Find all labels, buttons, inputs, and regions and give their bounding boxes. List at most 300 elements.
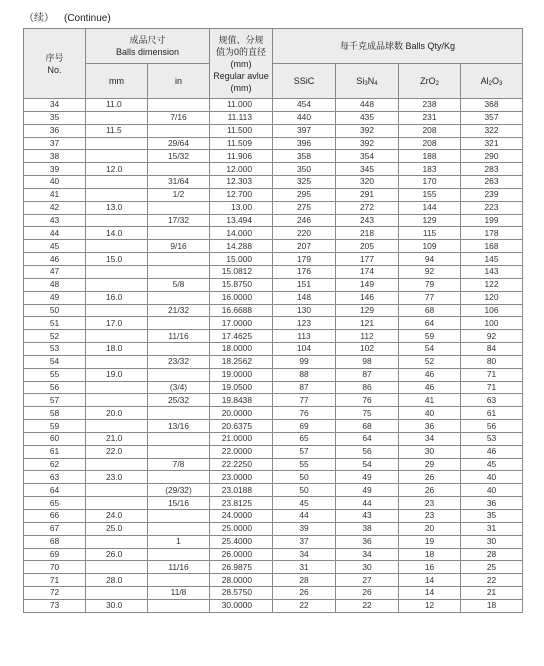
cell-zro2: 109 [399, 240, 461, 253]
cell-in [148, 471, 210, 484]
cell-ssic: 148 [273, 291, 336, 304]
cell-al2o3: 56 [461, 420, 523, 433]
cell-size: 14.288 [210, 240, 273, 253]
cell-no: 65 [24, 497, 86, 510]
cell-ssic: 396 [273, 137, 336, 150]
cell-no: 59 [24, 420, 86, 433]
cell-al2o3: 100 [461, 317, 523, 330]
cell-no: 72 [24, 587, 86, 600]
cell-no: 60 [24, 432, 86, 445]
cell-mm: 26.0 [86, 548, 148, 561]
cell-zro2: 170 [399, 176, 461, 189]
cell-al2o3: 18 [461, 599, 523, 612]
table-row [24, 484, 523, 497]
cell-si3n4: 49 [336, 471, 399, 484]
table-row [24, 368, 523, 381]
table-row [24, 137, 523, 150]
cell-si3n4: 86 [336, 381, 399, 394]
cell-ssic: 397 [273, 124, 336, 137]
cell-si3n4: 38 [336, 522, 399, 535]
cell-si3n4: 22 [336, 599, 399, 612]
cell-in [148, 407, 210, 420]
table-row [24, 240, 523, 253]
cell-no: 53 [24, 343, 86, 356]
cell-ssic: 123 [273, 317, 336, 330]
cell-ssic: 39 [273, 522, 336, 535]
cell-ssic: 28 [273, 574, 336, 587]
cell-zro2: 238 [399, 99, 461, 112]
cell-mm: 19.0 [86, 368, 148, 381]
cell-in: 15/32 [148, 150, 210, 163]
cell-in [148, 445, 210, 458]
cell-in [148, 163, 210, 176]
cell-mm [86, 278, 148, 291]
cell-mm [86, 535, 148, 548]
cell-al2o3: 290 [461, 150, 523, 163]
cell-size: 20.0000 [210, 407, 273, 420]
cell-al2o3: 63 [461, 394, 523, 407]
cell-size: 23.0188 [210, 484, 273, 497]
cell-si3n4: 56 [336, 445, 399, 458]
cell-mm [86, 137, 148, 150]
table-row [24, 420, 523, 433]
cell-size: 26.0000 [210, 548, 273, 561]
cell-no: 56 [24, 381, 86, 394]
cell-no: 64 [24, 484, 86, 497]
cell-no: 43 [24, 214, 86, 227]
cell-si3n4: 149 [336, 278, 399, 291]
cell-ssic: 45 [273, 497, 336, 510]
cell-size: 17.0000 [210, 317, 273, 330]
cell-size: 19.0500 [210, 381, 273, 394]
cell-mm [86, 304, 148, 317]
table-row [24, 214, 523, 227]
cell-al2o3: 168 [461, 240, 523, 253]
cell-al2o3: 239 [461, 188, 523, 201]
cell-al2o3: 92 [461, 330, 523, 343]
cell-no: 61 [24, 445, 86, 458]
table-row [24, 304, 523, 317]
cell-mm: 16.0 [86, 291, 148, 304]
cell-ssic: 104 [273, 343, 336, 356]
table-row [24, 111, 523, 124]
cell-si3n4: 26 [336, 587, 399, 600]
cell-size: 13.494 [210, 214, 273, 227]
header-mm: mm [86, 64, 148, 99]
cell-in [148, 291, 210, 304]
cell-zro2: 94 [399, 253, 461, 266]
cell-mm: 28.0 [86, 574, 148, 587]
cell-si3n4: 205 [336, 240, 399, 253]
cell-ssic: 275 [273, 201, 336, 214]
caption-en: (Continue) [64, 13, 111, 24]
table-row [24, 574, 523, 587]
cell-al2o3: 357 [461, 111, 523, 124]
cell-mm [86, 394, 148, 407]
cell-size: 11.509 [210, 137, 273, 150]
cell-zro2: 208 [399, 124, 461, 137]
cell-no: 66 [24, 510, 86, 523]
cell-al2o3: 143 [461, 265, 523, 278]
cell-size: 23.0000 [210, 471, 273, 484]
table-row [24, 522, 523, 535]
cell-in [148, 317, 210, 330]
cell-no: 55 [24, 368, 86, 381]
cell-al2o3: 30 [461, 535, 523, 548]
cell-mm: 23.0 [86, 471, 148, 484]
cell-size: 12.700 [210, 188, 273, 201]
table-row [24, 407, 523, 420]
cell-si3n4: 44 [336, 497, 399, 510]
cell-al2o3: 120 [461, 291, 523, 304]
cell-zro2: 129 [399, 214, 461, 227]
table-row [24, 355, 523, 368]
cell-ssic: 88 [273, 368, 336, 381]
cell-size: 23.8125 [210, 497, 273, 510]
cell-ssic: 130 [273, 304, 336, 317]
cell-mm [86, 587, 148, 600]
cell-mm: 24.0 [86, 510, 148, 523]
cell-si3n4: 68 [336, 420, 399, 433]
cell-in: 21/32 [148, 304, 210, 317]
table-row [24, 330, 523, 343]
table-row [24, 497, 523, 510]
cell-no: 48 [24, 278, 86, 291]
cell-si3n4: 435 [336, 111, 399, 124]
cell-in: 25/32 [148, 394, 210, 407]
cell-ssic: 31 [273, 561, 336, 574]
cell-in [148, 99, 210, 112]
cell-in [148, 227, 210, 240]
table-row [24, 343, 523, 356]
cell-al2o3: 145 [461, 253, 523, 266]
cell-al2o3: 35 [461, 510, 523, 523]
table-row [24, 432, 523, 445]
cell-zro2: 18 [399, 548, 461, 561]
cell-ssic: 220 [273, 227, 336, 240]
cell-no: 49 [24, 291, 86, 304]
cell-mm: 22.0 [86, 445, 148, 458]
cell-mm [86, 188, 148, 201]
cell-al2o3: 283 [461, 163, 523, 176]
table-row [24, 381, 523, 394]
cell-ssic: 358 [273, 150, 336, 163]
table-row [24, 458, 523, 471]
cell-zro2: 92 [399, 265, 461, 278]
cell-no: 39 [24, 163, 86, 176]
cell-si3n4: 243 [336, 214, 399, 227]
cell-mm: 12.0 [86, 163, 148, 176]
cell-si3n4: 36 [336, 535, 399, 548]
table-row [24, 124, 523, 137]
cell-ssic: 69 [273, 420, 336, 433]
cell-al2o3: 322 [461, 124, 523, 137]
table-row [24, 561, 523, 574]
cell-in: 11/16 [148, 561, 210, 574]
cell-no: 40 [24, 176, 86, 189]
cell-al2o3: 80 [461, 355, 523, 368]
header-al2o3: $Al_2O_3$ [461, 64, 523, 99]
cell-zro2: 14 [399, 574, 461, 587]
cell-al2o3: 263 [461, 176, 523, 189]
cell-no: 44 [24, 227, 86, 240]
cell-no: 67 [24, 522, 86, 535]
cell-no: 71 [24, 574, 86, 587]
cell-size: 18.2562 [210, 355, 273, 368]
cell-size: 11.113 [210, 111, 273, 124]
cell-no: 73 [24, 599, 86, 612]
cell-zro2: 155 [399, 188, 461, 201]
cell-al2o3: 31 [461, 522, 523, 535]
cell-no: 70 [24, 561, 86, 574]
cell-zro2: 115 [399, 227, 461, 240]
cell-mm: 20.0 [86, 407, 148, 420]
cell-in: 29/64 [148, 137, 210, 150]
cell-mm: 11.0 [86, 99, 148, 112]
cell-size: 11.000 [210, 99, 273, 112]
cell-si3n4: 448 [336, 99, 399, 112]
cell-size: 14.000 [210, 227, 273, 240]
cell-zro2: 77 [399, 291, 461, 304]
cell-si3n4: 320 [336, 176, 399, 189]
table-row [24, 471, 523, 484]
table-row [24, 317, 523, 330]
cell-size: 25.0000 [210, 522, 273, 535]
cell-no: 62 [24, 458, 86, 471]
cell-mm [86, 330, 148, 343]
cell-si3n4: 76 [336, 394, 399, 407]
cell-mm: 17.0 [86, 317, 148, 330]
cell-no: 50 [24, 304, 86, 317]
cell-in: 1/2 [148, 188, 210, 201]
cell-mm [86, 176, 148, 189]
header-ssic: SSiC [273, 64, 336, 99]
header-balls-qty: 每千克成品球数 Balls Qty/Kg [273, 29, 523, 64]
cell-size: 12.000 [210, 163, 273, 176]
cell-ssic: 77 [273, 394, 336, 407]
cell-zro2: 208 [399, 137, 461, 150]
cell-no: 63 [24, 471, 86, 484]
cell-ssic: 151 [273, 278, 336, 291]
cell-in: 15/16 [148, 497, 210, 510]
cell-size: 16.6688 [210, 304, 273, 317]
cell-zro2: 79 [399, 278, 461, 291]
cell-zro2: 188 [399, 150, 461, 163]
cell-no: 52 [24, 330, 86, 343]
cell-no: 35 [24, 111, 86, 124]
cell-si3n4: 112 [336, 330, 399, 343]
cell-ssic: 34 [273, 548, 336, 561]
cell-zro2: 16 [399, 561, 461, 574]
cell-zro2: 30 [399, 445, 461, 458]
header-seq: 序号 No. [24, 29, 86, 99]
cell-si3n4: 64 [336, 432, 399, 445]
cell-si3n4: 75 [336, 407, 399, 420]
cell-size: 26.9875 [210, 561, 273, 574]
cell-zro2: 19 [399, 535, 461, 548]
cell-size: 15.8750 [210, 278, 273, 291]
cell-size: 19.0000 [210, 368, 273, 381]
cell-mm [86, 497, 148, 510]
cell-size: 25.4000 [210, 535, 273, 548]
cell-size: 28.0000 [210, 574, 273, 587]
table-body [24, 99, 523, 613]
cell-ssic: 325 [273, 176, 336, 189]
cell-mm: 30.0 [86, 599, 148, 612]
cell-al2o3: 223 [461, 201, 523, 214]
header-dimension: 成品尺寸 Balls dimension [86, 29, 210, 64]
cell-al2o3: 40 [461, 484, 523, 497]
cell-size: 19.8438 [210, 394, 273, 407]
cell-si3n4: 102 [336, 343, 399, 356]
cell-mm [86, 111, 148, 124]
cell-size: 11.906 [210, 150, 273, 163]
table-row [24, 535, 523, 548]
cell-ssic: 113 [273, 330, 336, 343]
cell-al2o3: 71 [461, 381, 523, 394]
cell-in: (3/4) [148, 381, 210, 394]
table-row [24, 587, 523, 600]
cell-si3n4: 392 [336, 137, 399, 150]
cell-ssic: 76 [273, 407, 336, 420]
cell-zro2: 231 [399, 111, 461, 124]
cell-in: 11/16 [148, 330, 210, 343]
cell-size: 28.5750 [210, 587, 273, 600]
cell-si3n4: 27 [336, 574, 399, 587]
cell-size: 11.500 [210, 124, 273, 137]
cell-mm [86, 381, 148, 394]
table-row [24, 510, 523, 523]
cell-ssic: 22 [273, 599, 336, 612]
cell-ssic: 99 [273, 355, 336, 368]
cell-zro2: 46 [399, 368, 461, 381]
cell-zro2: 64 [399, 317, 461, 330]
cell-mm: 18.0 [86, 343, 148, 356]
cell-si3n4: 345 [336, 163, 399, 176]
cell-al2o3: 84 [461, 343, 523, 356]
cell-size: 30.0000 [210, 599, 273, 612]
table-row [24, 291, 523, 304]
cell-in: 5/8 [148, 278, 210, 291]
cell-in [148, 574, 210, 587]
table-row [24, 278, 523, 291]
cell-in: 1 [148, 535, 210, 548]
header-si3n4: $Si_3N_4$ [336, 64, 399, 99]
table-row [24, 150, 523, 163]
cell-mm [86, 484, 148, 497]
cell-al2o3: 46 [461, 445, 523, 458]
cell-mm: 21.0 [86, 432, 148, 445]
cell-si3n4: 218 [336, 227, 399, 240]
cell-zro2: 26 [399, 471, 461, 484]
header-in: in [148, 64, 210, 99]
cell-al2o3: 368 [461, 99, 523, 112]
cell-in: 7/16 [148, 111, 210, 124]
cell-ssic: 176 [273, 265, 336, 278]
cell-mm: 15.0 [86, 253, 148, 266]
cell-ssic: 55 [273, 458, 336, 471]
cell-no: 68 [24, 535, 86, 548]
cell-mm [86, 458, 148, 471]
cell-mm [86, 420, 148, 433]
cell-ssic: 26 [273, 587, 336, 600]
cell-ssic: 87 [273, 381, 336, 394]
cell-in [148, 265, 210, 278]
cell-zro2: 52 [399, 355, 461, 368]
cell-size: 18.0000 [210, 343, 273, 356]
table-row [24, 227, 523, 240]
table-row [24, 201, 523, 214]
cell-in: 13/16 [148, 420, 210, 433]
cell-al2o3: 40 [461, 471, 523, 484]
table-row [24, 188, 523, 201]
cell-si3n4: 30 [336, 561, 399, 574]
cell-zro2: 41 [399, 394, 461, 407]
cell-si3n4: 177 [336, 253, 399, 266]
cell-mm [86, 214, 148, 227]
cell-no: 51 [24, 317, 86, 330]
cell-ssic: 179 [273, 253, 336, 266]
cell-al2o3: 106 [461, 304, 523, 317]
table-row [24, 176, 523, 189]
cell-no: 34 [24, 99, 86, 112]
cell-in [148, 124, 210, 137]
cell-al2o3: 28 [461, 548, 523, 561]
cell-mm: 13.0 [86, 201, 148, 214]
cell-no: 46 [24, 253, 86, 266]
cell-si3n4: 146 [336, 291, 399, 304]
cell-no: 54 [24, 355, 86, 368]
table-row [24, 599, 523, 612]
table-row [24, 265, 523, 278]
cell-zro2: 20 [399, 522, 461, 535]
table-row [24, 99, 523, 112]
cell-zro2: 23 [399, 510, 461, 523]
cell-size: 24.0000 [210, 510, 273, 523]
cell-zro2: 23 [399, 497, 461, 510]
cell-ssic: 50 [273, 484, 336, 497]
cell-size: 15.000 [210, 253, 273, 266]
cell-zro2: 68 [399, 304, 461, 317]
cell-no: 69 [24, 548, 86, 561]
table-caption [24, 9, 111, 24]
table-row [24, 253, 523, 266]
cell-mm [86, 355, 148, 368]
cell-no: 45 [24, 240, 86, 253]
cell-al2o3: 22 [461, 574, 523, 587]
cell-al2o3: 178 [461, 227, 523, 240]
cell-mm [86, 265, 148, 278]
cell-no: 38 [24, 150, 86, 163]
cell-in [148, 343, 210, 356]
cell-al2o3: 53 [461, 432, 523, 445]
cell-al2o3: 321 [461, 137, 523, 150]
caption-cn: （续） [24, 13, 54, 24]
cell-zro2: 59 [399, 330, 461, 343]
cell-zro2: 183 [399, 163, 461, 176]
cell-al2o3: 45 [461, 458, 523, 471]
cell-zro2: 144 [399, 201, 461, 214]
cell-size: 15.0812 [210, 265, 273, 278]
cell-ssic: 207 [273, 240, 336, 253]
cell-ssic: 350 [273, 163, 336, 176]
cell-no: 58 [24, 407, 86, 420]
cell-mm: 25.0 [86, 522, 148, 535]
cell-si3n4: 98 [336, 355, 399, 368]
cell-ssic: 440 [273, 111, 336, 124]
cell-no: 41 [24, 188, 86, 201]
table-row [24, 163, 523, 176]
